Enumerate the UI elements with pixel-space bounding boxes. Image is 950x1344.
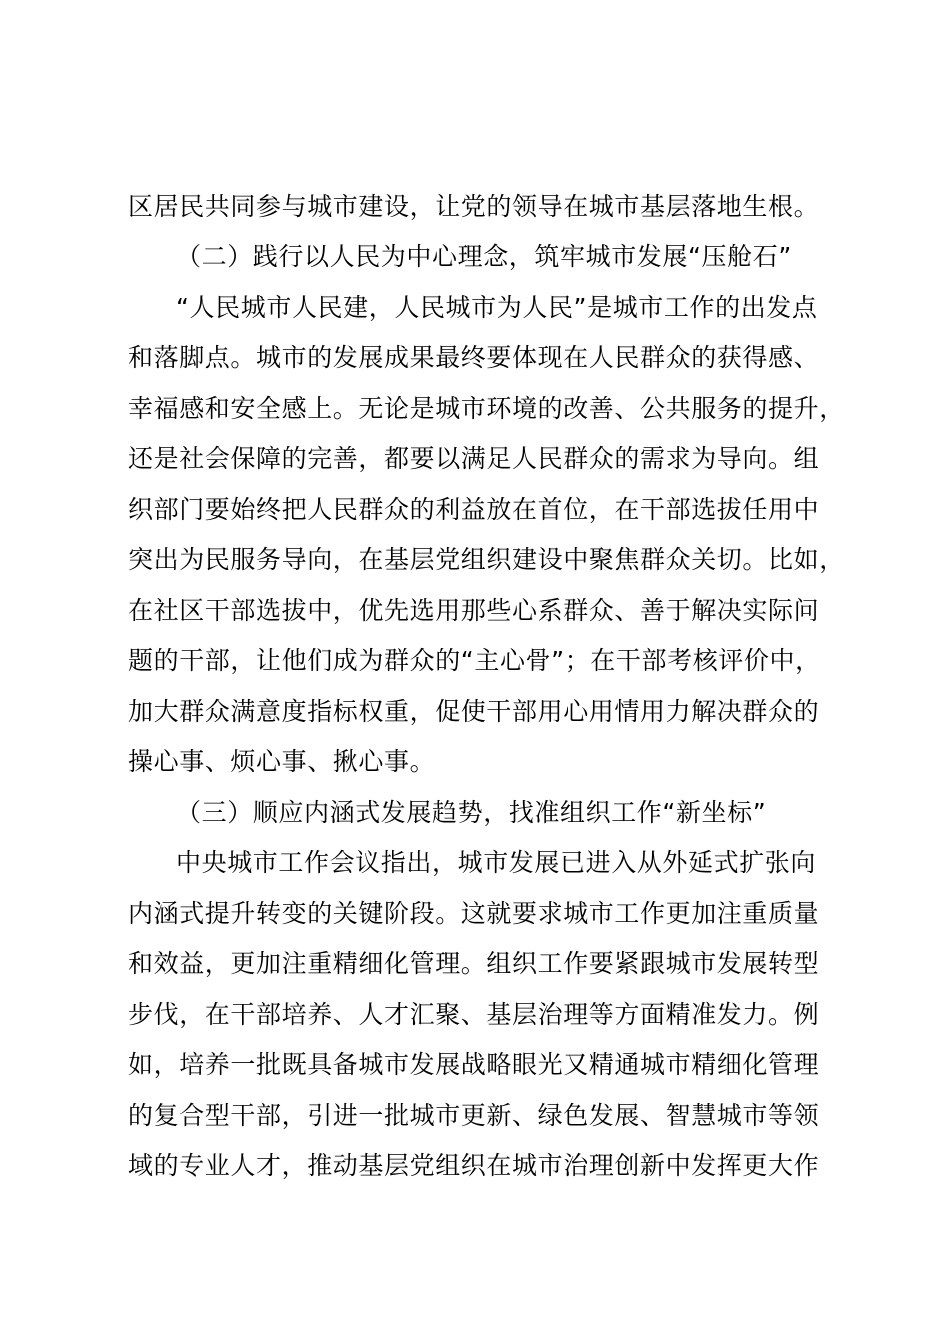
paragraph-line: 区居民共同参与城市建设，让党的领导在城市基层落地生根。 [128,192,820,221]
paragraph-line: 还是社会保障的完善，都要以满足人民群众的需求为导向。组 [128,444,820,473]
paragraph-line: 织部门要始终把人民群众的利益放在首位，在干部选拔任用中 [128,495,820,524]
paragraph-line: 的复合型干部，引进一批城市更新、绿色发展、智慧城市等领 [128,1101,820,1130]
paragraph-line: 步伐，在干部培养、人才汇聚、基层治理等方面精准发力。例 [128,1000,820,1029]
paragraph-line: 突出为民服务导向，在基层党组织建设中聚焦群众关切。比如， [128,545,845,574]
paragraph-line: 如，培养一批既具备城市发展战略眼光又精通城市精细化管理 [128,1050,820,1079]
section-heading: （二）践行以人民为中心理念，筑牢城市发展“压舱石” [176,242,792,271]
paragraph-line: 和效益，更加注重精细化管理。组织工作要紧跟城市发展转型 [128,949,820,978]
paragraph-line: 操心事、烦心事、揪心事。 [128,747,436,776]
paragraph-line: 和落脚点。城市的发展成果最终要体现在人民群众的获得感、 [128,343,820,372]
paragraph-line: 题的干部，让他们成为群众的“主心骨”；在干部考核评价中， [128,646,821,675]
paragraph-line: “人民城市人民建，人民城市为人民”是城市工作的出发点 [176,293,818,322]
paragraph-line: 幸福感和安全感上。无论是城市环境的改善、公共服务的提升， [128,394,845,423]
paragraph-line: 在社区干部选拔中，优先选用那些心系群众、善于解决实际问 [128,596,820,625]
paragraph-line: 域的专业人才，推动基层党组织在城市治理创新中发挥更大作 [128,1151,820,1180]
paragraph-line: 中央城市工作会议指出，城市发展已进入从外延式扩张向 [176,848,817,877]
paragraph-line: 加大群众满意度指标权重，促使干部用心用情用力解决群众的 [128,697,820,726]
paragraph-line: 内涵式提升转变的关键阶段。这就要求城市工作更加注重质量 [128,899,820,928]
section-heading: （三）顺应内涵式发展趋势，找准组织工作“新坐标” [176,798,767,827]
